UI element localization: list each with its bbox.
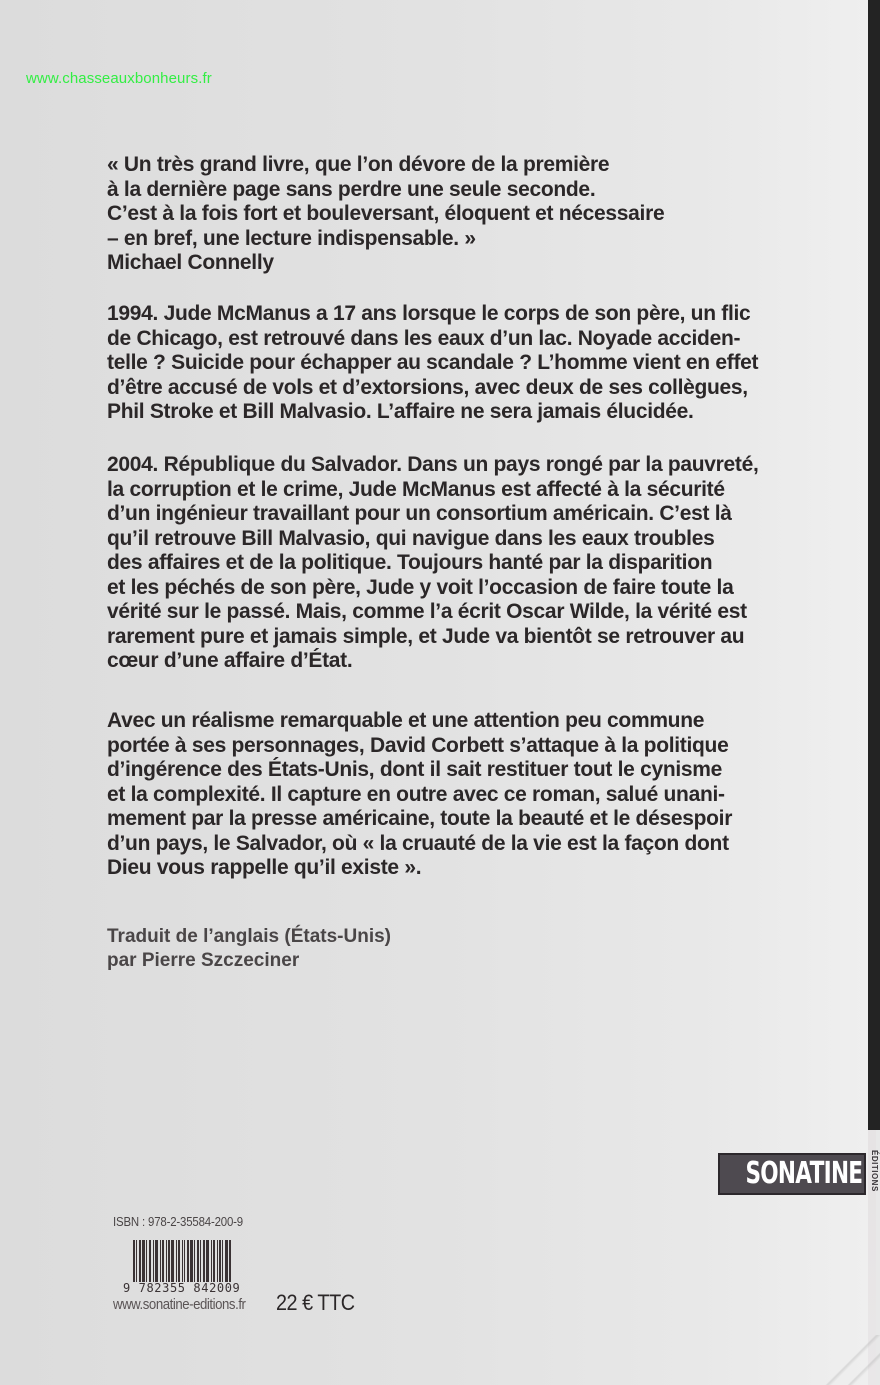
text-line: rarement pure et jamais simple, et Jude va bientôt se retrouver au bbox=[107, 624, 745, 648]
quote-line: – en bref, une lecture indispensable. » bbox=[107, 226, 476, 250]
translation-line: Traduit de l’anglais (États-Unis) bbox=[107, 926, 391, 947]
corner-crease bbox=[820, 1335, 880, 1385]
text-line: Dieu vous rappelle qu’il existe ». bbox=[107, 856, 422, 879]
barcode-digits: 9 782355 842009 bbox=[123, 1281, 241, 1295]
text-line: de Chicago, est retrouvé dans les eaux d’un lac. Noyade acciden- bbox=[107, 326, 741, 350]
quote-line: à la dernière page sans perdre une seule seconde. bbox=[107, 177, 596, 201]
quote-author: Michael Connelly bbox=[107, 251, 274, 274]
publisher-logo bbox=[718, 1153, 866, 1195]
text-line: qu’il retrouve Bill Malvasio, qui navigue dans les eaux troubles bbox=[107, 526, 715, 550]
spine-edge bbox=[868, 0, 880, 1130]
quote-line: « Un très grand livre, que l’on dévore de la première bbox=[107, 153, 610, 176]
text-line: des affaires et de la politique. Toujours hanté par la disparition bbox=[107, 551, 713, 574]
publisher-logo-text: SONATINE bbox=[745, 1156, 862, 1191]
watermark-link[interactable]: www.chasseauxbonheurs.fr bbox=[26, 70, 212, 87]
translation-credit bbox=[107, 925, 391, 973]
publisher-logo-subtitle: ÉDITIONS bbox=[870, 1150, 879, 1192]
text-line: d’ingérence des États-Unis, dont il sait restituer tout le cynisme bbox=[107, 758, 723, 781]
text-line: 1994. Jude McManus a 17 ans lorsque le corps de son père, un flic bbox=[107, 302, 751, 325]
paragraph-2004 bbox=[107, 453, 827, 674]
price-label: 22 € TTC bbox=[276, 1290, 355, 1315]
text-line: et les péchés de son père, Jude y voit l’occasion de faire toute la bbox=[107, 575, 734, 599]
text-line: d’un pays, le Salvador, où « la cruauté de la vie est la façon dont bbox=[107, 831, 729, 855]
isbn-label: ISBN : 978-2-35584-200-9 bbox=[113, 1214, 243, 1229]
blurb-quote bbox=[107, 153, 827, 276]
text-line: d’être accusé de vols et d’extorsions, avec deux de ses collègues, bbox=[107, 375, 748, 399]
quote-line: C’est à la fois fort et bouleversant, éloquent et nécessaire bbox=[107, 202, 665, 225]
barcode-icon bbox=[133, 1240, 253, 1282]
text-line: portée à ses personnages, David Corbett s’attaque à la politique bbox=[107, 733, 729, 757]
publisher-website-link[interactable]: www.sonatine-editions.fr bbox=[113, 1296, 246, 1313]
text-line: cœur d’une affaire d’État. bbox=[107, 649, 353, 672]
text-line: telle ? Suicide pour échapper au scandale ? L’homme vient en effet bbox=[107, 351, 759, 374]
text-line: 2004. République du Salvador. Dans un pays rongé par la pauvreté, bbox=[107, 453, 759, 476]
text-line: Phil Stroke et Bill Malvasio. L’affaire ne sera jamais élucidée. bbox=[107, 400, 694, 423]
text-line: mement par la presse américaine, toute la beauté et le désespoir bbox=[107, 807, 733, 830]
text-line: la corruption et le crime, Jude McManus est affecté à la sécurité bbox=[107, 477, 725, 501]
text-line: d’un ingénieur travaillant pour un consortium américain. C’est là bbox=[107, 502, 732, 525]
paragraph-summary bbox=[107, 709, 827, 881]
text-line: et la complexité. Il capture en outre avec ce roman, salué unani- bbox=[107, 782, 725, 806]
translator-line: par Pierre Szczeciner bbox=[107, 950, 300, 971]
text-line: vérité sur le passé. Mais, comme l’a écrit Oscar Wilde, la vérité est bbox=[107, 600, 747, 623]
paragraph-1994 bbox=[107, 302, 827, 425]
text-line: Avec un réalisme remarquable et une attention peu commune bbox=[107, 709, 705, 732]
